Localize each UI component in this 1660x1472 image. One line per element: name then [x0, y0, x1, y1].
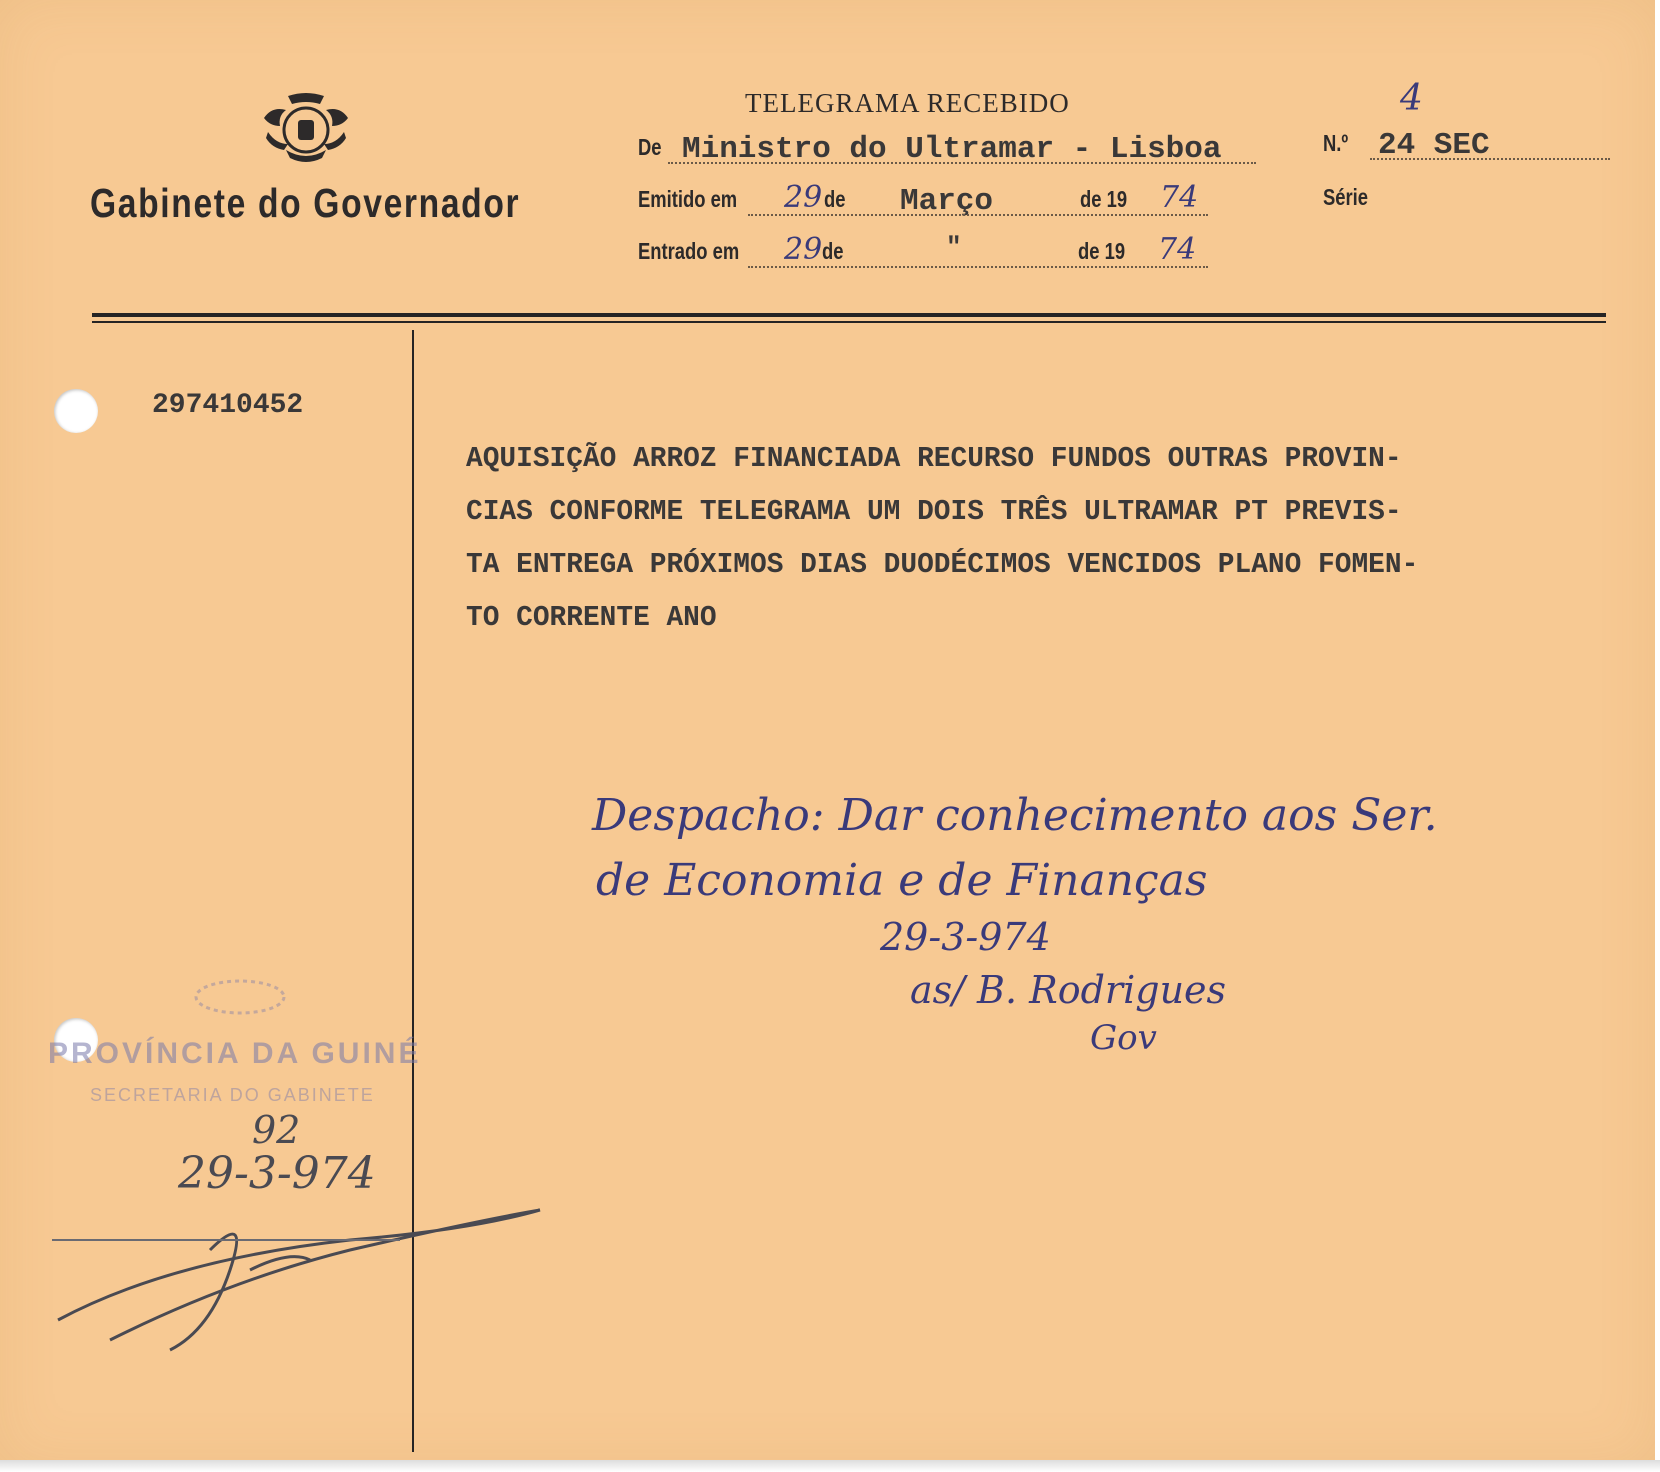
- sender-value: Ministro do Ultramar - Lisboa: [682, 132, 1222, 167]
- message-line: CIAS CONFORME TELEGRAMA UM DOIS TRÊS ULTRAMAR PT PREVIS-: [466, 495, 1402, 528]
- message-line: TO CORRENTE ANO: [466, 601, 717, 634]
- issued-de: de: [824, 186, 846, 212]
- stamp-entry-date: 29-3-974: [178, 1148, 376, 1199]
- stamp-crest-icon: [180, 975, 300, 1015]
- received-month: ": [946, 232, 962, 262]
- stamp-title: PROVÍNCIA DA GUINÉ: [48, 1037, 422, 1070]
- received-year-prefix: de 19: [1078, 238, 1126, 264]
- reference-number: 297410452: [152, 390, 304, 421]
- punch-hole-top: [54, 389, 98, 433]
- registry-stamp: [40, 975, 440, 1155]
- message-line: AQUISIÇÃO ARROZ FINANCIADA RECURSO FUNDOS OUTRAS PROVIN-: [466, 442, 1402, 475]
- dispatch-signature: as/ B. Rodrigues: [910, 968, 1227, 1012]
- coat-of-arms-icon: [258, 92, 354, 166]
- dispatch-date: 29-3-974: [880, 915, 1051, 959]
- received-year: 74: [1158, 232, 1197, 267]
- number-value: 24 SEC: [1378, 128, 1490, 163]
- issued-day: 29: [784, 180, 823, 215]
- message-line: TA ENTREGA PRÓXIMOS DIAS DUODÉCIMOS VENCIDOS PLANO FOMEN-: [466, 548, 1419, 581]
- issued-year: 74: [1160, 180, 1199, 215]
- number-dotted-line: [1370, 158, 1610, 160]
- signature-scribble: [50, 1190, 550, 1360]
- received-dotted-line: [748, 266, 1208, 268]
- stamp-entry-number: 92: [252, 1108, 301, 1152]
- received-day: 29: [784, 232, 823, 267]
- dispatch-line-2: de Economia e de Finanças: [596, 855, 1208, 906]
- header-rule-thick: [92, 313, 1606, 317]
- issued-label: Emitido em: [638, 186, 738, 212]
- received-de: de: [822, 238, 844, 264]
- dispatch-line-1: Despacho: Dar conhecimento aos Ser.: [592, 790, 1438, 841]
- number-correction: 4: [1400, 78, 1423, 119]
- number-label: N.º: [1323, 130, 1349, 156]
- office-title: Gabinete do Governador: [90, 180, 521, 226]
- series-label: Série: [1323, 184, 1369, 210]
- sender-dotted-line: [668, 162, 1256, 164]
- header-rule-thin: [92, 321, 1606, 323]
- received-label: Entrado em: [638, 238, 740, 264]
- page-edge: [0, 1460, 1660, 1472]
- dispatch-role: Gov: [1090, 1018, 1157, 1058]
- stamp-subtitle: SECRETARIA DO GABINETE: [90, 1085, 375, 1105]
- sender-label: De: [638, 134, 662, 160]
- issued-year-prefix: de 19: [1080, 186, 1128, 212]
- issued-dotted-line: [748, 214, 1208, 216]
- issued-month: Março: [900, 184, 994, 219]
- document-heading: TELEGRAMA RECEBIDO: [745, 88, 1070, 118]
- message-body: [466, 432, 1606, 644]
